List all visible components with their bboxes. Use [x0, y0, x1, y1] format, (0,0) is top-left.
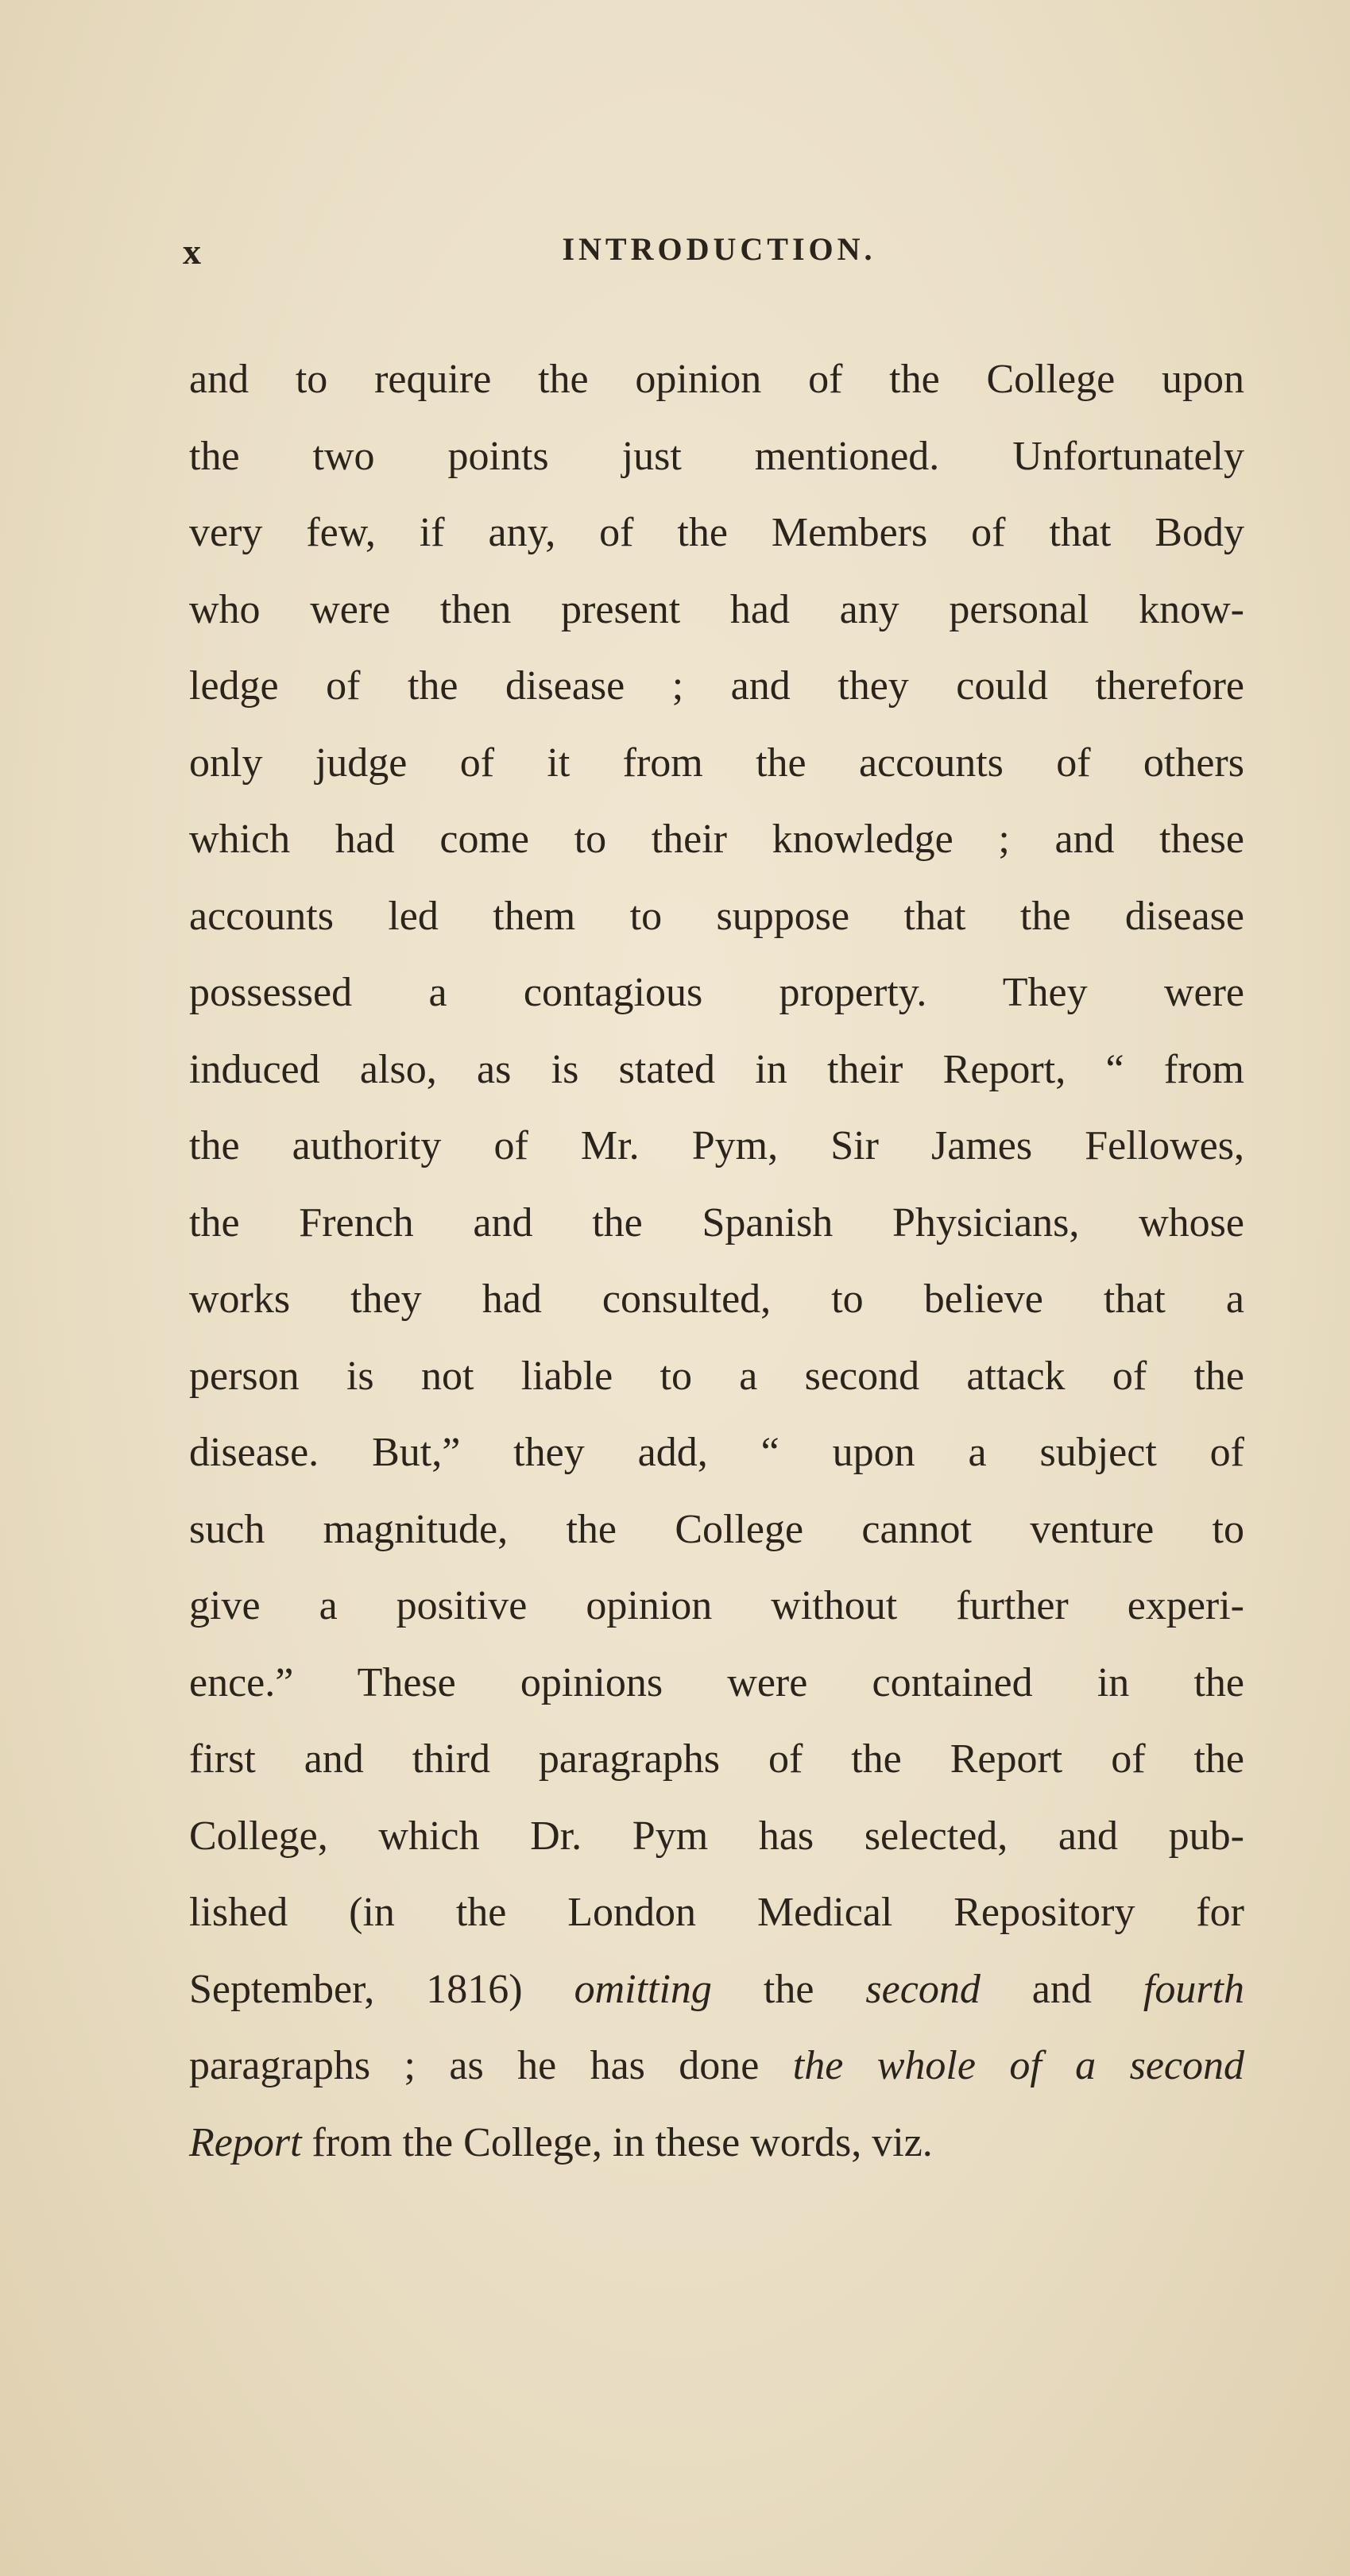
italic-text: omitting — [574, 1966, 712, 2012]
text-line: ledge of the disease ; and they could therefore — [189, 663, 1244, 709]
text-line: which had come to their knowledge ; and these — [189, 817, 1244, 862]
text-line: possessed a contagious property. They were — [189, 970, 1244, 1015]
text-line — [189, 1952, 1244, 2029]
text-segment: from the College, in these words, viz. — [301, 2119, 933, 2165]
italic-text: Report — [189, 2119, 302, 2165]
text-segment: September, 1816) — [189, 1966, 574, 2012]
text-line: first and third paragraphs of the Report of the — [189, 1736, 1244, 1782]
text-line: induced also, as is stated in their Report, “ from — [189, 1046, 1244, 1092]
italic-text: the whole of a second — [792, 2043, 1244, 2088]
text-line: works they had consulted, to believe that a — [189, 1276, 1244, 1322]
italic-text: second — [865, 1966, 981, 2012]
text-line: the authority of Mr. Pym, Sir James Fellowes, — [189, 1123, 1244, 1168]
text-line: person is not liable to a second attack of the — [189, 1353, 1244, 1399]
running-head: INTRODUCTION. — [562, 231, 876, 267]
text-line — [189, 2028, 1244, 2105]
page-number: x — [183, 231, 203, 272]
text-line: only judge of it from the accounts of others — [189, 740, 1244, 786]
text-segment: paragraphs ; as he has done — [189, 2043, 793, 2088]
body-text — [189, 342, 1244, 2181]
text-line: the two points just mentioned. Unfortunately — [189, 433, 1244, 479]
text-segment: and — [980, 1966, 1143, 2012]
text-line: such magnitude, the College cannot venture to — [189, 1506, 1244, 1552]
text-line: College, which Dr. Pym has selected, and pub- — [189, 1813, 1244, 1859]
text-line: disease. But,” they add, “ upon a subject of — [189, 1430, 1244, 1475]
text-line: the French and the Spanish Physicians, whose — [189, 1199, 1244, 1246]
text-line: who were then present had any personal know- — [189, 586, 1244, 632]
text-line: and to require the opinion of the College upon — [189, 357, 1244, 402]
italic-text: fourth — [1143, 1966, 1245, 2012]
text-line — [189, 2105, 1244, 2182]
text-line: give a positive opinion without further experi- — [189, 1583, 1244, 1628]
page-header — [183, 230, 1240, 278]
text-line: very few, if any, of the Members of that Body — [189, 510, 1244, 555]
text-line: accounts led them to suppose that the disease — [189, 893, 1244, 939]
text-segment: the — [711, 1966, 866, 2012]
text-line: lished (in the London Medical Repository for — [189, 1890, 1244, 1935]
text-line: ence.” These opinions were contained in the — [189, 1659, 1244, 1705]
